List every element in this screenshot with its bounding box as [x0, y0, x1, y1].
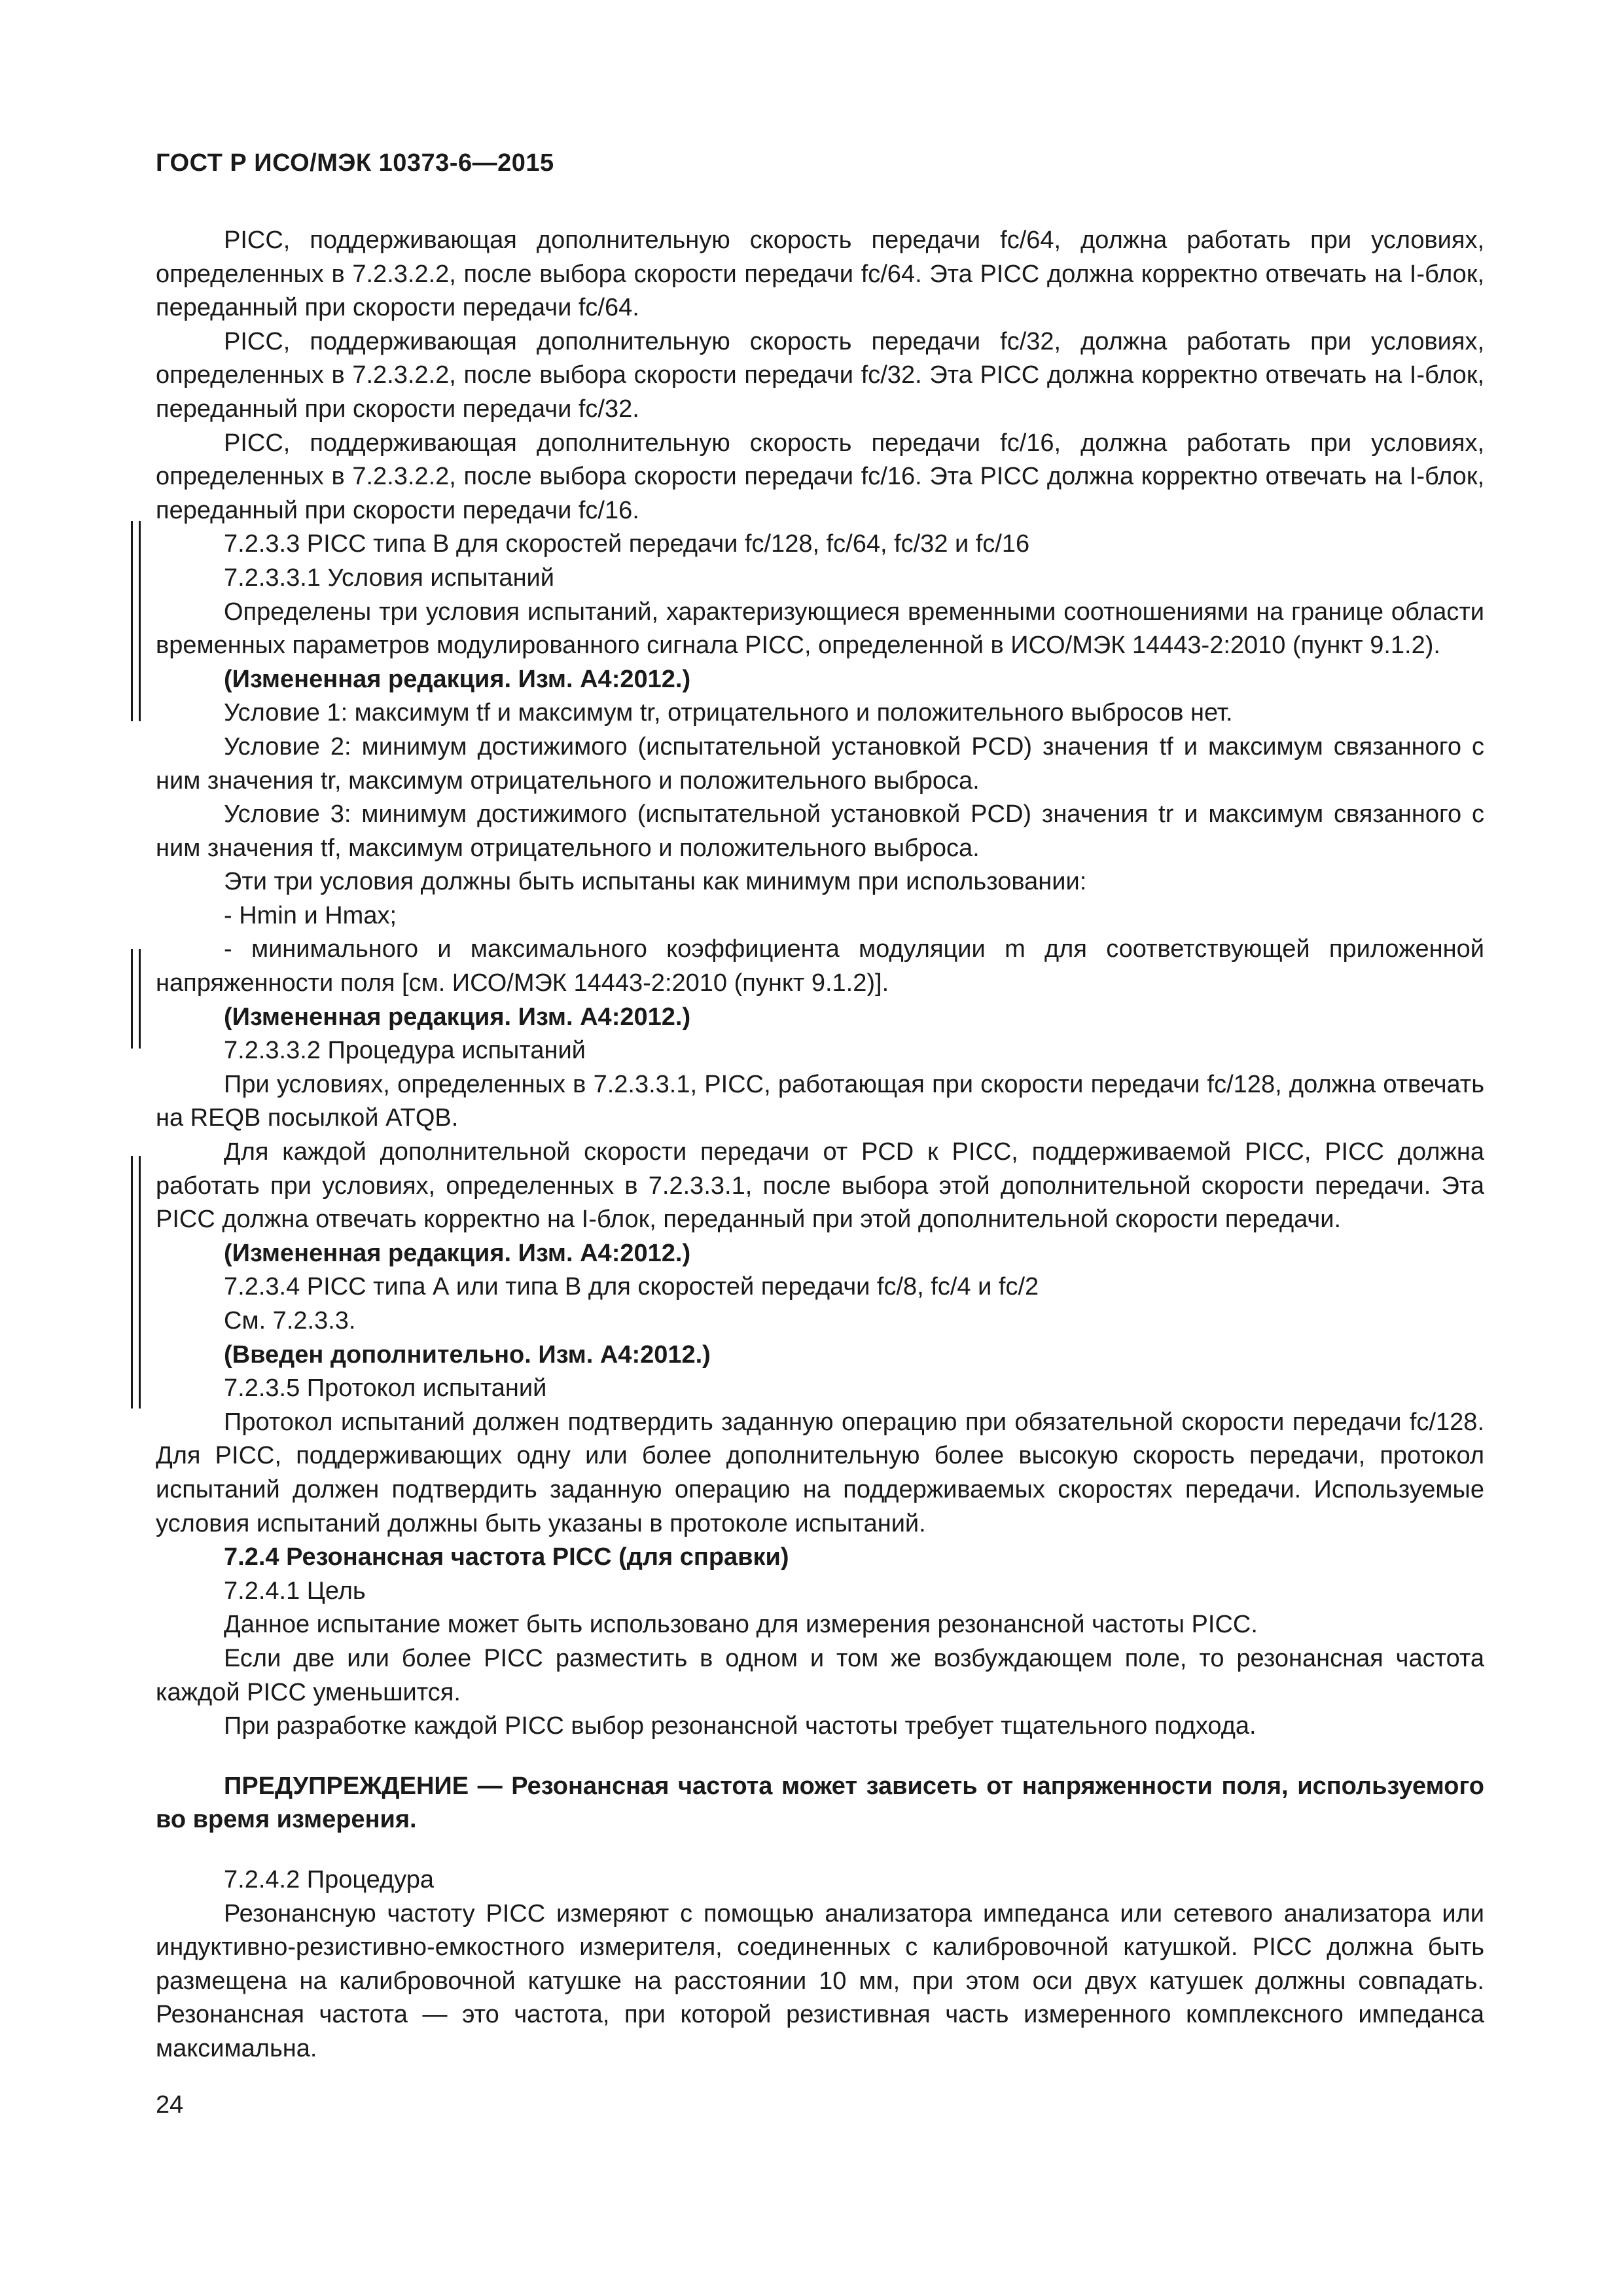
spacer	[156, 1837, 1484, 1863]
document-header: ГОСТ Р ИСО/МЭК 10373-6—2015	[156, 149, 554, 177]
paragraph: PICC, поддерживающая дополнительную скорость передачи fc/64, должна работать при условиях, определенных в 7.2.3.2.2, после выбора скорости передачи fc/64. Эта PICC должна корректно отвечать на I-блок, переданный при скорости передачи fc/64.	[156, 226, 1484, 322]
paragraph: При условиях, определенных в 7.2.3.3.1, PICC, работающая при скорости передачи fc/128, должна отвечать на REQB посылкой ATQB.	[156, 1070, 1484, 1132]
paragraph: PICC, поддерживающая дополнительную скорость передачи fc/16, должна работать при условиях, определенных в 7.2.3.2.2, после выбора скорости передачи fc/16. Эта PICC должна корректно отвечать на I-блок, переданный при скорости передачи fc/16.	[156, 429, 1484, 524]
paragraph: Условие 2: минимум достижимого (испытательной установкой PCD) значения tf и максимум связанного с ним значения tr, максимум отрицательного и положительного выброса.	[156, 732, 1484, 795]
paragraph: Условие 1: максимум tf и максимум tr, отрицательного и положительного выбросов нет.	[224, 699, 1233, 727]
warning-note: ПРЕДУПРЕЖДЕНИЕ — Резонансная частота может зависеть от напряженности поля, используемого во время измерения.	[156, 1772, 1484, 1834]
document-body	[156, 224, 1484, 2066]
change-bar	[131, 1156, 141, 1408]
section-heading: 7.2.3.3.1 Условия испытаний	[224, 564, 555, 592]
section-heading: 7.2.4 Резонансная частота PICC (для справки)	[224, 1543, 789, 1571]
paragraph: Протокол испытаний должен подтвердить заданную операцию при обязательной скорости передачи fc/128. Для PICC, поддерживающих одну или более дополнительную более высокую скорость передачи, протокол испытаний должен подтвердить заданную операцию на поддерживаемых скоростях передачи. Используемые условия испытаний должны быть указаны в протоколе испытаний.	[156, 1408, 1484, 1537]
section-heading: 7.2.4.1 Цель	[224, 1577, 366, 1605]
change-bar	[131, 521, 141, 721]
paragraph: PICC, поддерживающая дополнительную скорость передачи fc/32, должна работать при условиях, определенных в 7.2.3.2.2, после выбора скорости передачи fc/32. Эта PICC должна корректно отвечать на I-блок, переданный при скорости передачи fc/32.	[156, 327, 1484, 423]
paragraph: Резонансную частоту PICC измеряют с помощью анализатора импеданса или сетевого анализатора или индуктивно-резистивно-емкостного измерителя, соединенных с калибровочной катушкой. PICC должна быть размещена на калибровочной катушке на расстоянии 10 мм, при этом оси двух катушек должны совпадать. Резонансная частота — это частота, при которой резистивная часть измеренного комплексного импеданса максимальна.	[156, 1899, 1484, 2062]
section-heading: 7.2.4.2 Процедура	[224, 1865, 434, 1893]
paragraph: Эти три условия должны быть испытаны как минимум при использовании:	[224, 868, 1087, 896]
amendment-note: (Введен дополнительно. Изм. А4:2012.)	[224, 1340, 711, 1369]
list-item: - Hmin и Hmax;	[224, 901, 397, 929]
section-heading: 7.2.3.5 Протокол испытаний	[224, 1374, 547, 1403]
paragraph: Данное испытание может быть использовано для измерения резонансной частоты PICC.	[224, 1611, 1258, 1639]
paragraph: Определены три условия испытаний, характеризующиеся временными соотношениями на границе области временных параметров модулированного сигнала PICC, определенной в ИСО/МЭК 14443-2:2010 (пункт 9.1.2).	[156, 598, 1484, 660]
section-heading: 7.2.3.4 PICC типа А или типа В для скоростей передачи fc/8, fc/4 и fc/2	[224, 1273, 1039, 1301]
page-number: 24	[156, 2091, 184, 2119]
list-item: - минимального и максимального коэффициента модуляции m для соответствующей приложенной напряженности поля [см. ИСО/МЭК 14443-2:2010 (пункт 9.1.2)].	[156, 935, 1484, 997]
amendment-note: (Измененная редакция. Изм. А4:2012.)	[224, 1003, 691, 1031]
section-heading: 7.2.3.3 PICC типа В для скоростей передачи fc/128, fc/64, fc/32 и fc/16	[224, 530, 1030, 558]
paragraph: При разработке каждой PICC выбор резонансной частоты требует тщательного подхода.	[224, 1712, 1257, 1740]
section-heading: 7.2.3.3.2 Процедура испытаний	[224, 1037, 586, 1065]
paragraph: Для каждой дополнительной скорости передачи от PCD к PICC, поддерживаемой PICC, PICC должна работать при условиях, определенных в 7.2.3.3.1, после выбора этой дополнительной скорости передачи. Эта PICC должна отвечать корректно на I-блок, переданный при этой дополнительной скорости передачи.	[156, 1138, 1484, 1234]
paragraph: Условие 3: минимум достижимого (испытательной установкой PCD) значения tr и максимум связанного с ним значения tf, максимум отрицательного и положительного выброса.	[156, 800, 1484, 862]
amendment-note: (Измененная редакция. Изм. А4:2012.)	[224, 1239, 691, 1267]
change-bar	[131, 949, 141, 1049]
spacer	[156, 1744, 1484, 1770]
paragraph: См. 7.2.3.3.	[224, 1307, 356, 1335]
amendment-note: (Измененная редакция. Изм. А4:2012.)	[224, 665, 691, 693]
paragraph: Если две или более PICC разместить в одном и том же возбуждающем поле, то резонансная частота каждой PICC уменьшится.	[156, 1644, 1484, 1706]
